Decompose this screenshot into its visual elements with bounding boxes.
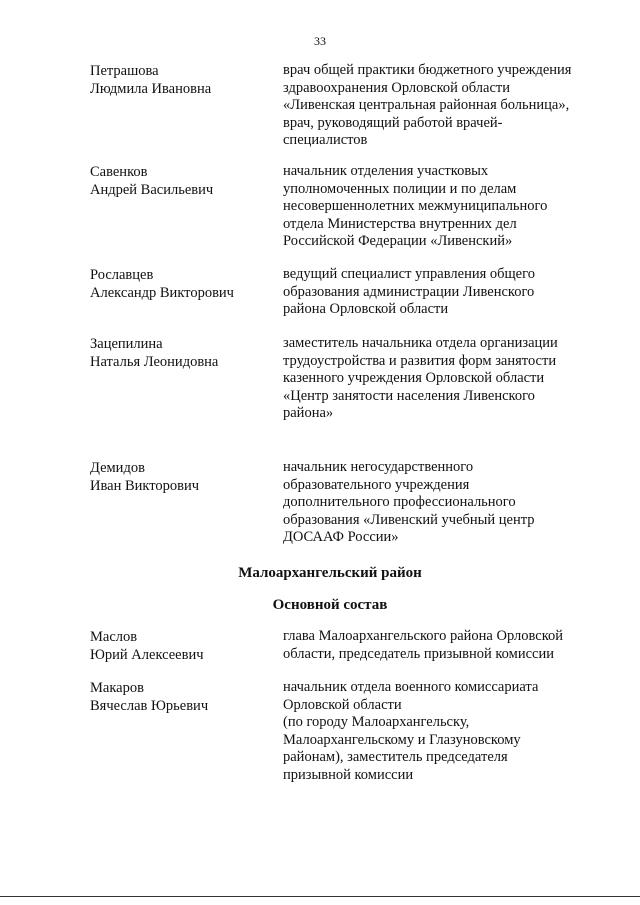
page-bottom-rule <box>0 896 640 897</box>
member-name: Рославцев Александр Викторович <box>90 267 234 301</box>
member-role: врач общей практики бюджетного учреждения здравоохранения Орловской области «Ливенская центральная районная больница», врач, руководящий работой врачей- специалистов <box>283 62 572 148</box>
member-name: Демидов Иван Викторович <box>90 460 200 494</box>
member-name: Макаров Вячеслав Юрьевич <box>90 680 209 714</box>
member-role: глава Малоархангельского района Орловской области, председатель призывной комиссии <box>283 628 564 662</box>
composition-heading: Основной состав <box>272 597 388 613</box>
member-role: ведущий специалист управления общего образования администрации Ливенского района Орловской области <box>283 266 535 317</box>
member-role: начальник отдела военного комиссариата Орловской области (по городу Малоархангельску, Малоархангельскому и Глазуновскому районам), заместитель председателя призывной комиссии <box>283 679 539 783</box>
district-heading: Малоархангельский район <box>238 565 422 581</box>
member-name: Савенков Андрей Васильевич <box>90 164 214 198</box>
member-name: Зацепилина Наталья Леонидовна <box>90 336 219 370</box>
member-role: заместитель начальника отдела организации трудоустройства и развития форм занятости казенного учреждения Орловской области «Центр занятости населения Ливенского района» <box>283 335 558 421</box>
member-role: начальник негосударственного образовательного учреждения дополнительного профессионального образования «Ливенский учебный центр ДОСААФ России» <box>283 459 535 545</box>
page-number: 33 <box>314 34 326 48</box>
member-role: начальник отделения участковых уполномоченных полиции и по делам несовершеннолетних межмуниципального отдела Министерства внутренних дел Российской Федерации «Ливенский» <box>283 163 548 249</box>
member-name: Петрашова Людмила Ивановна <box>90 63 212 97</box>
member-name: Маслов Юрий Алексеевич <box>90 629 204 663</box>
